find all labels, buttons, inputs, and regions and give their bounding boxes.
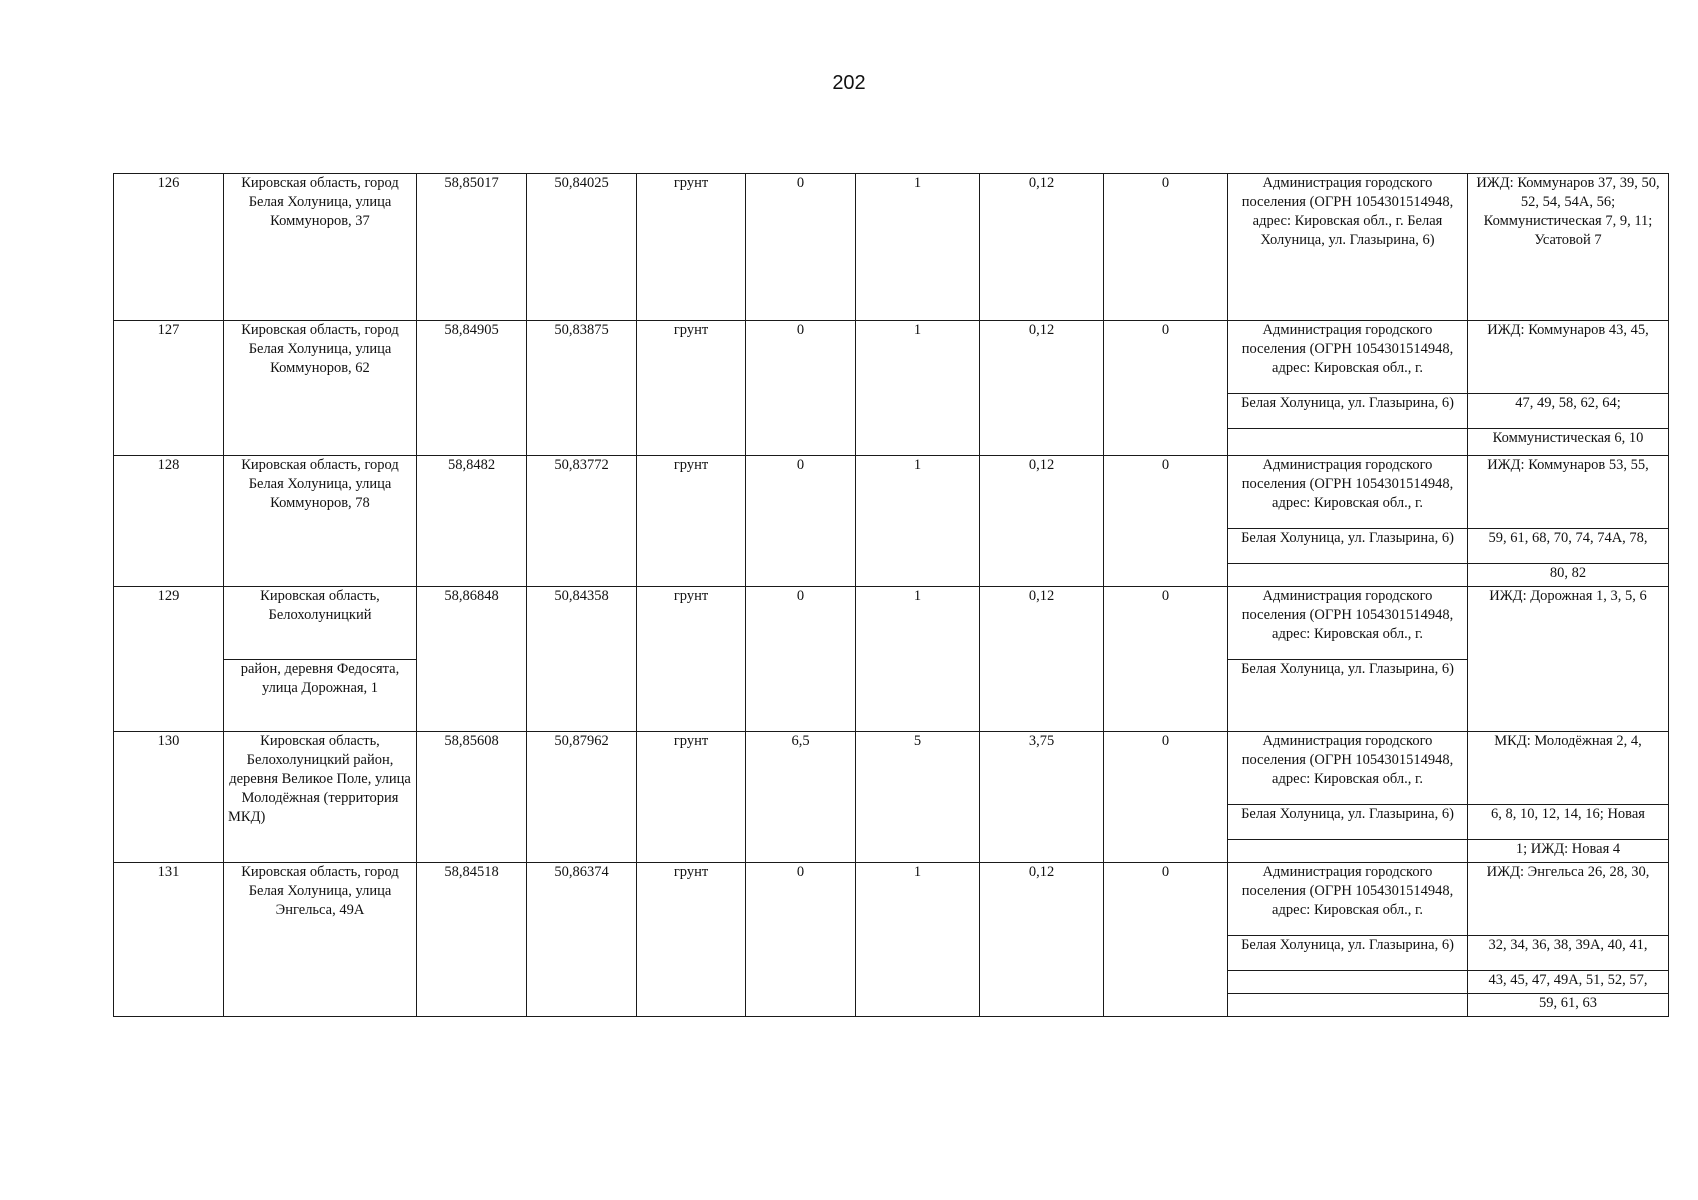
- col-5-value: 6,5: [746, 732, 856, 863]
- owner-info-empty: [1228, 994, 1468, 1017]
- site-address: Кировская область, город Белая Холуница, улица Коммуноров, 37: [224, 174, 417, 321]
- row-number: 128: [114, 456, 224, 587]
- col-6-value: 5: [856, 732, 980, 863]
- site-address: Кировская область, город Белая Холуница, улица Коммуноров, 78: [224, 456, 417, 587]
- col-8-value: 0: [1104, 863, 1228, 1017]
- latitude: 58,8482: [417, 456, 527, 587]
- site-address: Кировская область, Белохолуницкий район, деревня Великое Поле, улица Молодёжная (территория МКД): [224, 732, 417, 863]
- latitude: 58,84518: [417, 863, 527, 1017]
- col-8-value: 0: [1104, 321, 1228, 456]
- row-number: 131: [114, 863, 224, 1017]
- col-6-value: 1: [856, 174, 980, 321]
- latitude: 58,84905: [417, 321, 527, 456]
- waste-sources: ИЖД: Коммунаров 53, 55,: [1468, 456, 1669, 529]
- owner-info-empty: [1228, 564, 1468, 587]
- col-5-value: 0: [746, 174, 856, 321]
- col-7-value: 0,12: [980, 863, 1104, 1017]
- col-5-value: 0: [746, 587, 856, 732]
- col-7-value: 3,75: [980, 732, 1104, 863]
- table-row: [114, 587, 1669, 660]
- col-6-value: 1: [856, 321, 980, 456]
- owner-info-empty: [1228, 840, 1468, 863]
- table-row: [114, 863, 1669, 936]
- waste-sources-cont: 59, 61, 68, 70, 74, 74А, 78,: [1468, 529, 1669, 564]
- col-7-value: 0,12: [980, 456, 1104, 587]
- latitude: 58,85608: [417, 732, 527, 863]
- owner-info-cont: Белая Холуница, ул. Глазырина, 6): [1228, 394, 1468, 429]
- site-address: Кировская область, город Белая Холуница, улица Энгельса, 49А: [224, 863, 417, 1017]
- longitude: 50,84358: [527, 587, 637, 732]
- longitude: 50,83875: [527, 321, 637, 456]
- waste-sources-cont: 59, 61, 63: [1468, 994, 1669, 1017]
- page-number: 202: [832, 72, 866, 94]
- owner-info: Администрация городского поселения (ОГРН 1054301514948, адрес: Кировская обл., г.: [1228, 732, 1468, 805]
- waste-sources: ИЖД: Коммунаров 37, 39, 50, 52, 54, 54А, 56; Коммунистическая 7, 9, 11; Усатовой 7: [1468, 174, 1669, 321]
- col-8-value: 0: [1104, 456, 1228, 587]
- owner-info-cont: Белая Холуница, ул. Глазырина, 6): [1228, 936, 1468, 971]
- col-6-value: 1: [856, 587, 980, 732]
- owner-info-empty: [1228, 971, 1468, 994]
- col-8-value: 0: [1104, 174, 1228, 321]
- row-number: 130: [114, 732, 224, 863]
- owner-info: Администрация городского поселения (ОГРН 1054301514948, адрес: Кировская обл., г.: [1228, 587, 1468, 660]
- table-row: [114, 732, 1669, 805]
- owner-info-cont: Белая Холуница, ул. Глазырина, 6): [1228, 805, 1468, 840]
- latitude: 58,85017: [417, 174, 527, 321]
- col-8-value: 0: [1104, 732, 1228, 863]
- longitude: 50,86374: [527, 863, 637, 1017]
- row-number: 129: [114, 587, 224, 732]
- col-6-value: 1: [856, 456, 980, 587]
- surface-type: грунт: [637, 863, 746, 1017]
- waste-sources: МКД: Молодёжная 2, 4,: [1468, 732, 1669, 805]
- surface-type: грунт: [637, 321, 746, 456]
- container-sites-table: [113, 173, 1669, 1017]
- owner-info: Администрация городского поселения (ОГРН 1054301514948, адрес: Кировская обл., г.: [1228, 321, 1468, 394]
- surface-type: грунт: [637, 587, 746, 732]
- col-7-value: 0,12: [980, 587, 1104, 732]
- latitude: 58,86848: [417, 587, 527, 732]
- owner-info: Администрация городского поселения (ОГРН 1054301514948, адрес: Кировская обл., г. Белая Холуница, ул. Глазырина, 6): [1228, 174, 1468, 321]
- table-row: [114, 456, 1669, 529]
- row-number: 127: [114, 321, 224, 456]
- waste-sources: ИЖД: Энгельса 26, 28, 30,: [1468, 863, 1669, 936]
- waste-sources-cont: 80, 82: [1468, 564, 1669, 587]
- col-7-value: 0,12: [980, 174, 1104, 321]
- owner-info-empty: [1228, 429, 1468, 456]
- col-8-value: 0: [1104, 587, 1228, 732]
- owner-info: Администрация городского поселения (ОГРН 1054301514948, адрес: Кировская обл., г.: [1228, 456, 1468, 529]
- row-number: 126: [114, 174, 224, 321]
- waste-sources-cont: 47, 49, 58, 62, 64;: [1468, 394, 1669, 429]
- waste-sources-cont: 43, 45, 47, 49А, 51, 52, 57,: [1468, 971, 1669, 994]
- waste-sources-cont: 1; ИЖД: Новая 4: [1468, 840, 1669, 863]
- waste-sources-cont: 32, 34, 36, 38, 39А, 40, 41,: [1468, 936, 1669, 971]
- surface-type: грунт: [637, 456, 746, 587]
- col-5-value: 0: [746, 321, 856, 456]
- surface-type: грунт: [637, 732, 746, 863]
- site-address: Кировская область, Белохолуницкий: [224, 587, 417, 660]
- owner-info-cont: Белая Холуница, ул. Глазырина, 6): [1228, 660, 1468, 732]
- waste-sources-cont: 6, 8, 10, 12, 14, 16; Новая: [1468, 805, 1669, 840]
- site-address-cont: район, деревня Федосята, улица Дорожная, 1: [224, 660, 417, 732]
- waste-sources: ИЖД: Дорожная 1, 3, 5, 6: [1468, 587, 1669, 732]
- col-6-value: 1: [856, 863, 980, 1017]
- longitude: 50,87962: [527, 732, 637, 863]
- col-5-value: 0: [746, 863, 856, 1017]
- table-row: [114, 174, 1669, 321]
- longitude: 50,83772: [527, 456, 637, 587]
- col-7-value: 0,12: [980, 321, 1104, 456]
- table-row: [114, 321, 1669, 394]
- owner-info: Администрация городского поселения (ОГРН 1054301514948, адрес: Кировская обл., г.: [1228, 863, 1468, 936]
- waste-sources: ИЖД: Коммунаров 43, 45,: [1468, 321, 1669, 394]
- surface-type: грунт: [637, 174, 746, 321]
- longitude: 50,84025: [527, 174, 637, 321]
- col-5-value: 0: [746, 456, 856, 587]
- site-address: Кировская область, город Белая Холуница, улица Коммуноров, 62: [224, 321, 417, 456]
- waste-sources-cont: Коммунистическая 6, 10: [1468, 429, 1669, 456]
- owner-info-cont: Белая Холуница, ул. Глазырина, 6): [1228, 529, 1468, 564]
